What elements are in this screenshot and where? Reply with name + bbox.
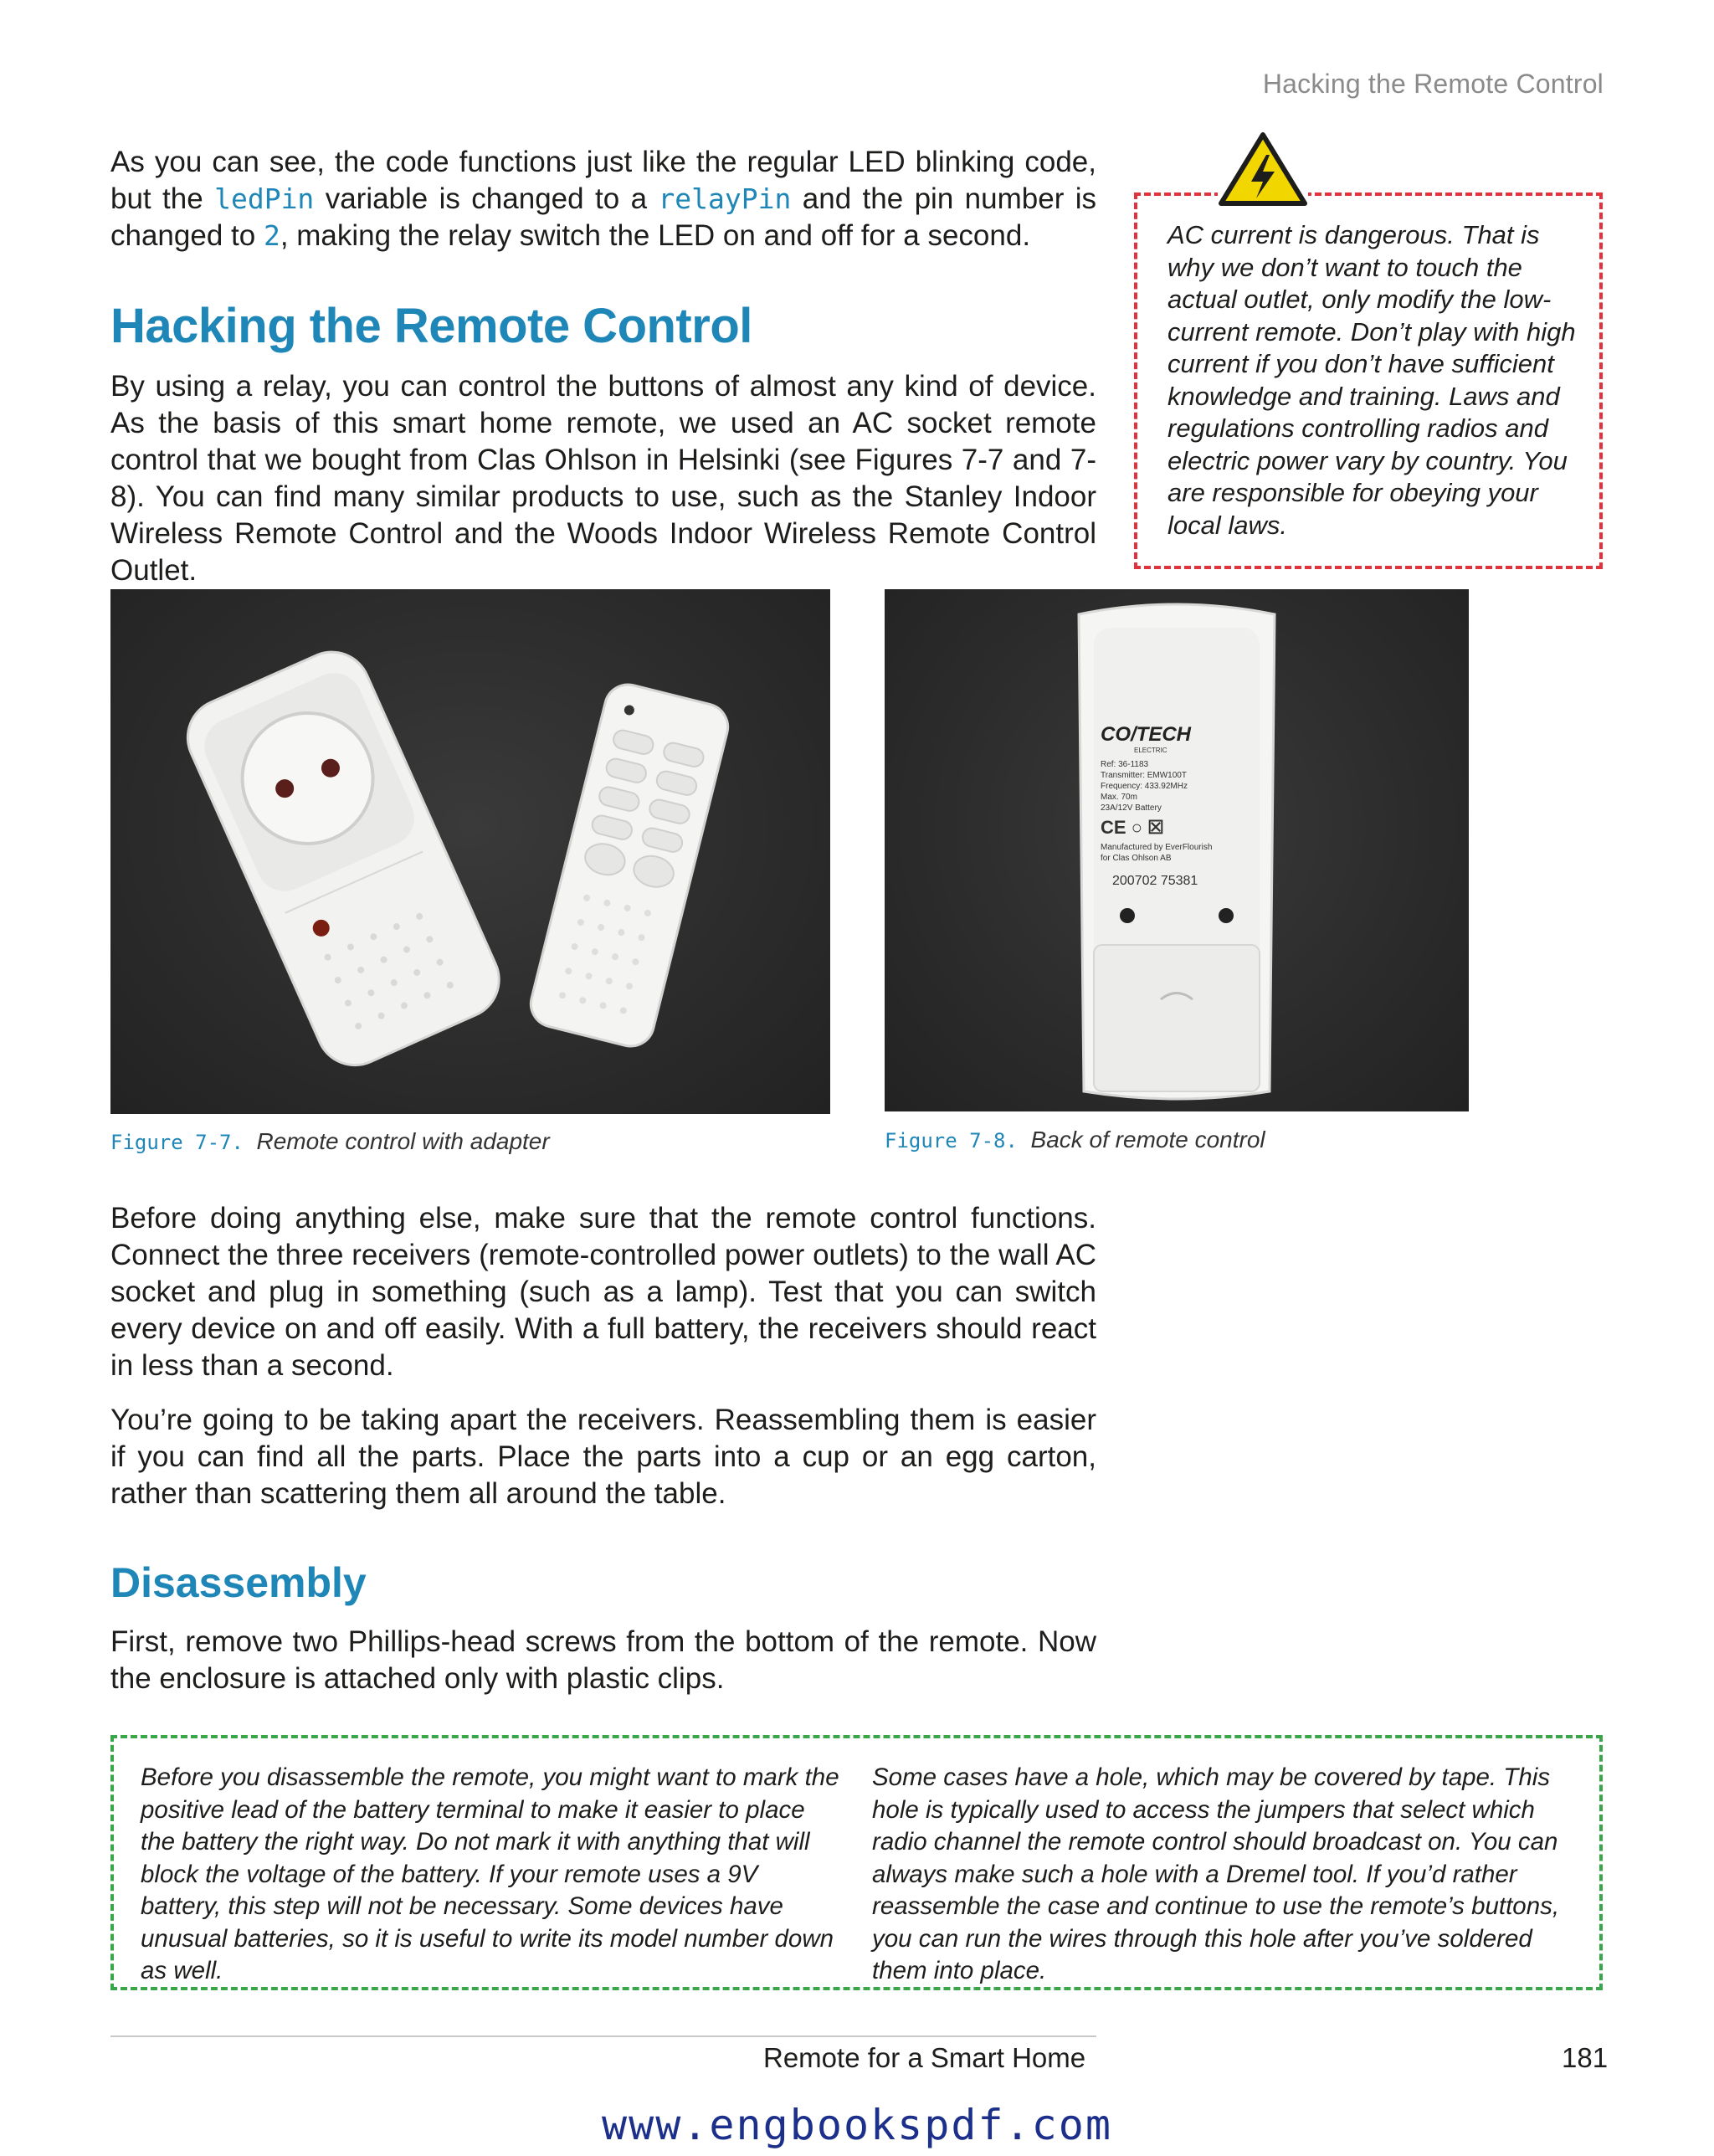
device-serial: 200702 75381 [1112,874,1198,888]
code-ledpin: ledPin [214,182,315,215]
footer-divider [110,2035,1096,2037]
tip-left-column: Before you disassemble the remote, you might want to mark the positive lead of the battery terminal to make it easier to place the battery the right way. Do not mark it with anything that will block the voltage of the battery. If your remote uses a 9V battery, this step will not be necessary. Some devices have unusual batteries, so it is useful to write its model number down as well. [141,1763,839,1984]
figure-number: Figure 7-8 [885,1129,1006,1152]
watermark-link[interactable]: www.engbookspdf.com [602,2101,1112,2149]
intro-text: and the pin number is changed to [110,182,1097,252]
intro-text: variable is changed to a [314,182,659,215]
device-manufacturer: Manufactured by EverFlourish [1101,843,1213,852]
body-paragraph: Before doing anything else, make sure that the remote control functions. Connect the three receivers (remote-controlled power outlets) to the wall AC socket and plug in something (such as a lamp). Test that you can switch every device on and off easily. With a full battery, the receivers should react in less than a second. [110,1202,1096,1382]
device-label [1101,723,1260,889]
device-brand-sub: ELECTRIC [1134,747,1167,754]
warning-text: AC current is dangerous. That is why we don’t want to touch the actual outlet, only modify the low-current remote. Don’t play with high current if you don’t have sufficient knowledge and training. Laws and regulations controlling radios and electric power vary by country. You are responsible for obeying your local laws. [1167,220,1576,540]
device-spec: Max. 70m [1101,793,1137,802]
intro-paragraph [110,144,1096,254]
running-head: Hacking the Remote Control [1262,69,1604,99]
code-relaypin: relayPin [658,182,792,215]
intro-text: As you can see, the code functions just like the regular LED blinking code, but the [110,146,1096,215]
section-paragraph: By using a relay, you can control the buttons of almost any kind of device. As the basis of this smart home remote, we used an AC socket remote control that we bought from Clas Ohlson in Helsinki (see Figures 7-7 and 7-8). You can find many similar products to use, such as the Stanley Indoor Wireless Remote Control and the Woods Indoor Wireless Remote Control Outlet. [110,370,1096,587]
body-paragraph: You’re going to be taking apart the receivers. Reassembling them is easier if you can find all the parts. Place the parts into a cup or an egg carton, rather than scattering them all around the table. [110,1404,1096,1510]
device-manufacturer: for Clas Ohlson AB [1101,854,1172,863]
figure-number: Figure 7-7 [110,1131,232,1154]
device-spec: Frequency: 433.92MHz [1101,782,1188,791]
figure-7-7-photo [110,589,830,1114]
intro-text: , making the relay switch the LED on and off for a second. [280,219,1031,252]
device-spec: 23A/12V Battery [1101,803,1162,813]
device-brand: CO/TECH [1101,723,1191,746]
tip-right-column: Some cases have a hole, which may be covered by tape. This hole is typically used to access the jumpers that select which radio channel the remote control should broadcast on. You can always make such a hole with a Dremel tool. If you’d rather reassemble the case and continue to use the remote’s buttons, you can run the wires through this hole after you’ve soldered them into place. [872,1763,1560,1984]
figure-caption-text: Remote control with adapter [256,1128,550,1154]
footer-chapter-title: Remote for a Smart Home [763,2042,1086,2073]
high-voltage-warning-icon [1218,131,1308,207]
ce-mark-icon: CE ○ ☒ [1101,817,1164,838]
tip-callout [110,1735,1603,1990]
warning-callout [1134,192,1603,569]
figure-7-7-caption: Figure 7-7. Remote control with adapter [110,1128,550,1154]
page-number: 181 [1562,2042,1609,2073]
figure-7-8-photo [885,589,1469,1111]
figure-7-8-caption: Figure 7-8. Back of remote control [885,1127,1265,1152]
body-paragraph: First, remove two Phillips-head screws from the bottom of the remote. Now the enclosure is attached only with plastic clips. [110,1625,1096,1695]
device-spec: Transmitter: EMW100T [1101,771,1187,780]
figure-caption-text: Back of remote control [1030,1127,1265,1152]
device-spec: Ref: 36-1183 [1101,760,1149,769]
section-heading: Hacking the Remote Control [110,299,752,353]
subsection-heading: Disassembly [110,1559,367,1606]
code-pin-number: 2 [263,219,280,252]
